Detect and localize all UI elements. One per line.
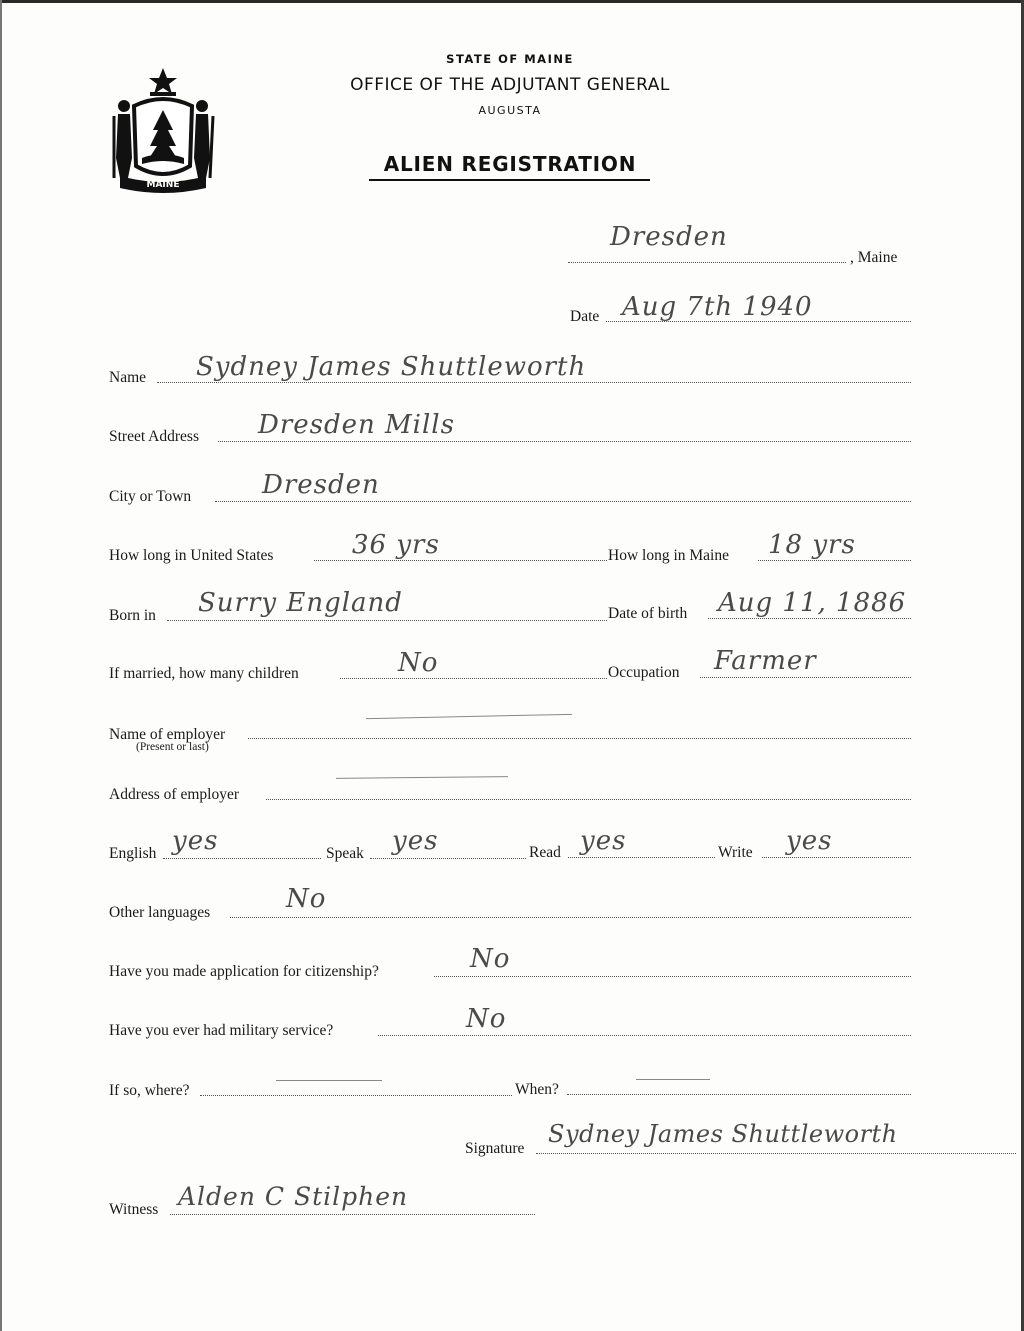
years-in-maine-field-line [758,560,911,561]
read-label: Read [529,844,561,861]
military-service-field-line [378,1035,911,1036]
other-languages-value: No [286,884,327,914]
other-languages-label: Other languages [109,904,211,921]
date-label: Date [570,308,600,325]
military-service-label: Have you ever had military service? [109,1022,334,1039]
state-heading: STATE OF MAINE [446,52,574,66]
other-languages-field-line [230,917,911,918]
service-when-field-line [567,1094,911,1095]
speak-value: yes [392,826,439,856]
service-where-blank-dash [276,1080,382,1081]
english-label: English [109,845,157,862]
occupation-field-line [700,677,911,678]
read-value: yes [580,826,627,856]
speak-label: Speak [326,845,364,862]
street-address-field-line [218,441,911,442]
signature-value: Sydney James Shuttleworth [548,1120,898,1148]
signature-label: Signature [465,1140,525,1157]
town-value: Dresden [610,222,728,252]
state-suffix: , Maine [850,249,898,266]
occupation-value: Farmer [714,646,817,676]
children-field-line [340,678,607,679]
years-in-us-value: 36 yrs [352,530,440,560]
years-in-us-field-line [314,560,607,561]
birthplace-field-line [167,620,607,621]
seal-banner-text: MAINE [146,180,180,190]
citizenship-label: Have you made application for citizenship? [109,963,379,980]
service-when-blank-dash [636,1079,710,1080]
birthplace-label: Born in [109,607,156,624]
date-of-birth-label: Date of birth [608,605,688,622]
children-value: No [398,648,439,678]
speak-field-line [370,858,526,859]
write-label: Write [718,844,753,861]
employer-address-label: Address of employer [109,786,239,803]
city-label: City or Town [109,488,192,505]
scan-edge-top [0,0,1024,3]
employer-name-label: Name of employer [109,726,226,743]
witness-label: Witness [109,1201,159,1218]
english-value: yes [172,826,219,856]
birthplace-value: Surry England [198,588,403,618]
read-field-line [568,857,715,858]
years-in-us-label: How long in United States [109,547,274,564]
write-field-line [762,857,911,858]
write-value: yes [786,826,833,856]
town-field-line [568,262,846,263]
witness-value: Alden C Stilphen [178,1182,409,1211]
street-address-value: Dresden Mills [258,410,455,440]
military-service-value: No [466,1004,507,1034]
office-heading: OFFICE OF THE ADJUTANT GENERAL [350,75,670,95]
signature-field-line [536,1153,1016,1154]
employer-name-field-line [248,738,911,739]
employer-name-sublabel: (Present or last) [136,741,209,753]
name-label: Name [109,369,147,386]
citizenship-field-line [434,976,911,977]
city-heading: AUGUSTA [478,104,542,117]
name-field-line [157,382,911,383]
title-underline [369,179,650,181]
date-of-birth-value: Aug 11, 1886 [718,588,907,618]
city-value: Dresden [262,470,380,500]
name-value: Sydney James Shuttleworth [196,352,587,382]
witness-field-line [170,1214,535,1215]
date-value: Aug 7th 1940 [622,292,813,322]
service-where-label: If so, where? [109,1082,190,1099]
employer-name-blank-dash [366,714,572,719]
service-when-label: When? [515,1081,559,1098]
street-address-label: Street Address [109,428,199,445]
employer-address-blank-dash [336,776,508,779]
state-of-maine-seal-icon [110,66,216,194]
date-of-birth-field-line [708,618,911,619]
occupation-label: Occupation [608,664,680,681]
city-field-line [215,501,911,502]
employer-address-field-line [266,799,911,800]
form-title: ALIEN REGISTRATION [383,152,637,176]
scan-edge-left [0,0,2,1331]
years-in-maine-value: 18 yrs [768,530,856,560]
citizenship-value: No [470,944,511,974]
years-in-maine-label: How long in Maine [608,547,729,564]
service-where-field-line [200,1095,512,1096]
children-label: If married, how many children [109,665,299,682]
english-field-line [163,858,321,859]
